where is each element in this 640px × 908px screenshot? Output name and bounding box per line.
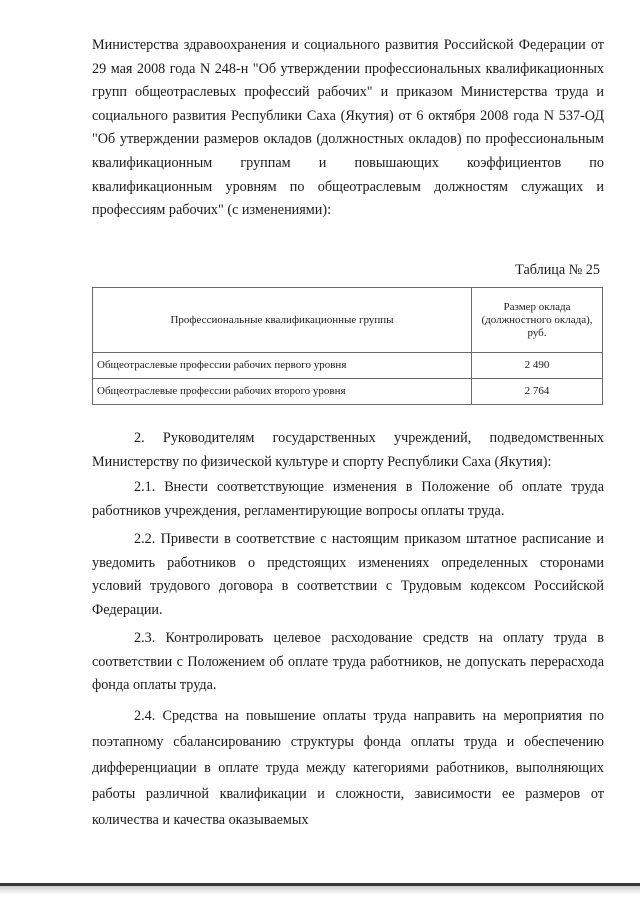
table-row bbox=[93, 353, 603, 379]
header-salary: Размер оклада (должностного оклада), руб. bbox=[472, 288, 603, 353]
paragraph-2-4: 2.4. Средства на повышение оплаты труда направить на мероприятия по поэтапному сбалансированию структуры фонда оплаты труда и обеспечению дифференциации в оплате труда между категориями работников, выполняющих работы различной квалификации и сложности, зависимости ее размеров от количества и качества оказываемых bbox=[92, 708, 604, 828]
row-salary: 2 490 bbox=[472, 353, 603, 379]
table-caption: Таблица № 25 bbox=[515, 262, 600, 278]
intro-paragraph: Министерства здравоохранения и социального развития Российской Федерации от 29 мая 2008 года N 248-н "Об утверждении профессиональных квалификационных групп общеотраслевых профессий рабочих" и приказом Министерства труда и социального развития Республики Саха (Якутия) от 6 октября 2008 года N 537-ОД "Об утверждении размеров окладов (должностных окладов) по профессиональным квалификационным группам и повышающих коэффициентов по квалификационным уровням по общеотраслевым должностям служащих и профессиям рабочих" (с изменениями): bbox=[92, 37, 604, 219]
paragraph-2-3: 2.3. Контролировать целевое расходование средств на оплату труда в соответствии с Положением об оплате труда работников, не допускать перерасхода фонда оплаты труда. bbox=[92, 630, 604, 694]
header-group: Профессиональные квалификационные группы bbox=[93, 288, 472, 353]
table-row bbox=[93, 379, 603, 405]
row-group: Общеотраслевые профессии рабочих второго уровня bbox=[93, 379, 472, 405]
paragraph-2-2: 2.2. Привести в соответствие с настоящим приказом штатное расписание и уведомить работников о предстоящих изменениях определенных сторонами условий трудового договора в соответствии с Трудовым кодексом Российской Федерации. bbox=[92, 531, 604, 618]
salary-table bbox=[92, 287, 603, 405]
table-header-row bbox=[93, 288, 603, 353]
paragraph-2-1: 2.1. Внести соответствующие изменения в Положение об оплате труда работников учреждения, регламентирующие вопросы оплаты труда. bbox=[92, 479, 604, 519]
row-group: Общеотраслевые профессии рабочих первого уровня bbox=[93, 353, 472, 379]
paragraph-2: 2. Руководителям государственных учреждений, подведомственных Министерству по физической культуре и спорту Республики Саха (Якутия): bbox=[92, 430, 604, 470]
row-salary: 2 764 bbox=[472, 379, 603, 405]
